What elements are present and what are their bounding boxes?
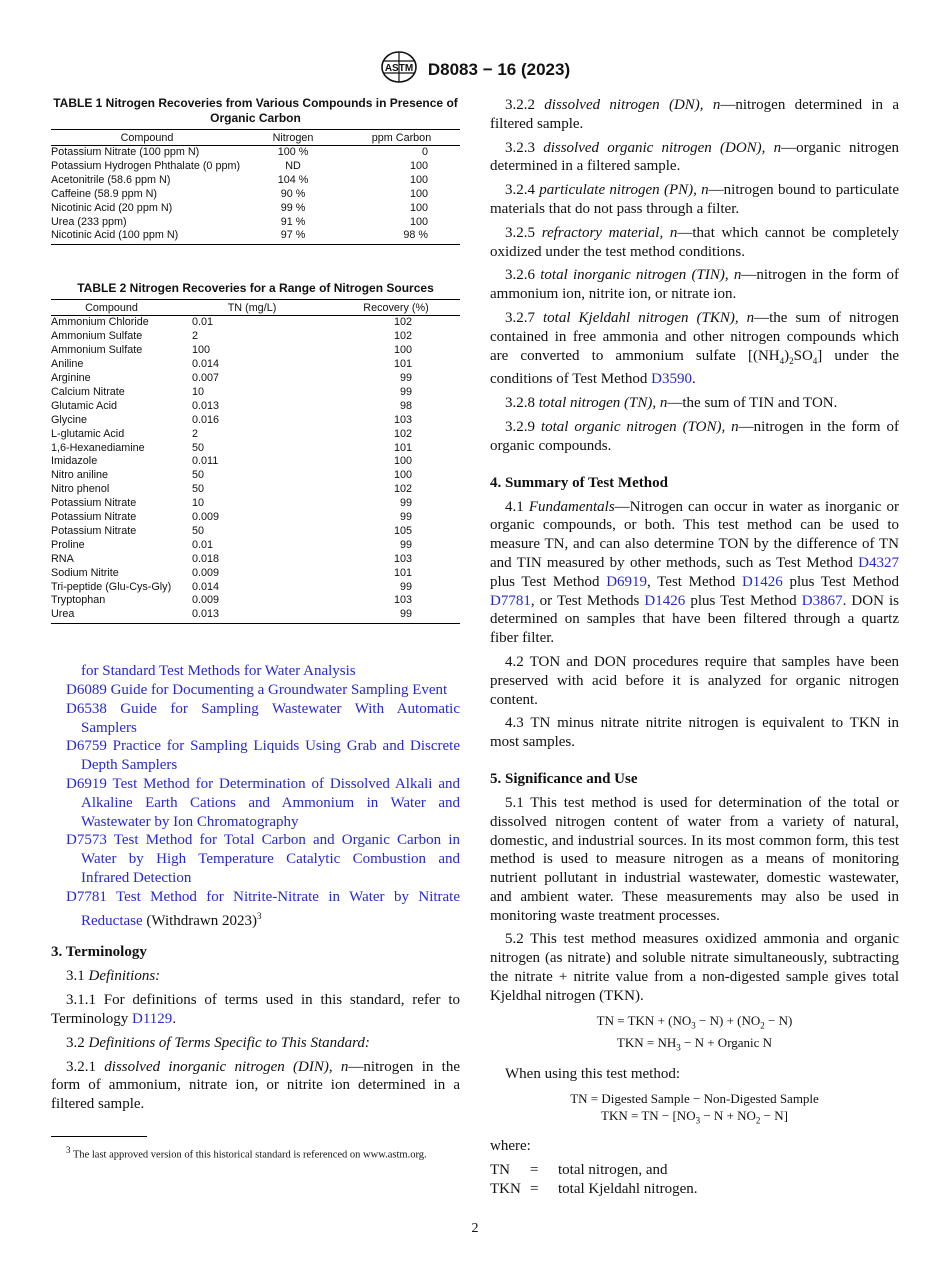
reference-code[interactable]: D6919: [66, 776, 107, 793]
table1-cell: Nicotinic Acid (20 ppm N): [51, 201, 173, 214]
table2-cell: 101: [393, 358, 412, 371]
link-d6919[interactable]: D6919: [606, 573, 648, 590]
table2-cell: 0.016: [192, 413, 220, 426]
table2-cell: Aniline: [51, 358, 84, 371]
definition-term: refractory material, n: [541, 224, 678, 241]
definition-number: 3.2.8: [505, 395, 535, 412]
table2-cell: 99: [399, 371, 412, 384]
definition-3-2-3: [490, 139, 899, 177]
equation-part: TKN = TN − [NO: [601, 1107, 696, 1123]
reference-note: (Withdrawn 2023): [146, 912, 258, 929]
table2-cell: 50: [192, 483, 205, 496]
footnote-mark: 3: [66, 1145, 71, 1156]
table2-row: [51, 497, 460, 511]
table1-cell: Nicotinic Acid (100 ppm N): [51, 229, 243, 244]
formula-part: SO: [793, 347, 813, 364]
table2-cell: 0.009: [192, 566, 220, 579]
reference-code[interactable]: D6538: [66, 700, 107, 717]
table2-cell: 0.018: [192, 552, 220, 565]
reference-title[interactable]: Test Method for Determination of Dissolved Alkali and Alkaline Earth Cations and Ammonium in Water and Wastewater by Ion Chromatography: [81, 776, 460, 830]
definition-number: 3.2.9: [505, 418, 535, 435]
table2-cell: 50: [192, 469, 205, 482]
table2-row: [51, 358, 460, 372]
para-text: plus Test Method: [789, 573, 899, 590]
table2-header: TN (mg/L): [172, 300, 332, 316]
para-4-2: 4.2 TON and DON procedures require that samples have been preserved with acid before it is analyzed for organic nitrogen content.: [490, 653, 899, 708]
definition-text: —nitrogen in the form of ammonium ion, nitrite ion, or nitrate ion.: [490, 267, 899, 303]
table2-row: [51, 525, 460, 539]
table2-cell: Glycine: [51, 413, 88, 426]
table2-row: [51, 414, 460, 428]
formula-part: ): [784, 347, 790, 364]
table2-row: [51, 372, 460, 386]
definition-text: ] under the conditions of Test Method: [490, 347, 899, 388]
para-5-1: 5.1 This test method is used for determination of the total or dissolved nitrogen content of water from a variety of natural, domestic, and industrial sources. In its most common form, this test method is used to measure nitrogen as a means of monitoring nutrient pollutant in industrial wastewater, domestic wastewater, and ambient water. These measurements may also be used in monitoring waste treatment processes.: [490, 794, 899, 924]
reference-item[interactable]: [51, 700, 460, 738]
table2-row: [51, 400, 460, 414]
table2-cell: Potassium Nitrate: [51, 497, 137, 510]
table1-cell: Potassium Hydrogen Phthalate (0 ppm): [51, 159, 241, 172]
table2-row: [51, 344, 460, 358]
table1-row: [51, 202, 460, 216]
reference-title[interactable]: Test Method for Total Carbon and Organic Carbon in Water by High Temperature Catalytic Combustion and Infrared Detection: [81, 832, 461, 887]
table2-row: [51, 428, 460, 442]
equation-part: − N + Organic N: [680, 1035, 773, 1051]
equation-tkn: [490, 1034, 899, 1057]
definition-end: .: [692, 371, 696, 388]
link-d3867[interactable]: D3867: [801, 592, 843, 609]
right-column: [490, 96, 899, 1199]
para-3-2: [51, 1034, 460, 1053]
table2-cell: 0.007: [192, 371, 220, 384]
subscript: 3: [691, 1020, 696, 1031]
definition-term: dissolved inorganic nitrogen (DIN), n: [104, 1058, 349, 1075]
definition-number: 3.2.3: [505, 139, 535, 156]
equation-part: − N) + (NO: [695, 1012, 761, 1028]
equation-part: − N): [764, 1012, 793, 1028]
definition-3-2-7: [490, 309, 899, 389]
where-description: total nitrogen, and: [558, 1162, 668, 1179]
table2-cell: 10: [192, 497, 205, 510]
definition-3-2-6: [490, 266, 899, 304]
para-4-1: [490, 498, 899, 648]
definition-number: 3.2.4: [505, 182, 535, 199]
table2-cell: 103: [393, 552, 412, 565]
table2-row: [51, 316, 460, 330]
table2-row: [51, 539, 460, 553]
table2-cell: RNA: [51, 552, 74, 565]
subscript: 4: [779, 355, 785, 366]
table2-cell: Ammonium Sulfate: [51, 344, 143, 357]
table2-cell: 100: [393, 344, 412, 357]
definition-term: total nitrogen (TN), n: [538, 395, 668, 412]
where-description: total Kjeldahl nitrogen.: [558, 1180, 698, 1197]
table2-row: [51, 330, 460, 344]
definition-number: 3.2.5: [505, 224, 535, 241]
table1-cell: Potassium Nitrate (100 ppm N): [51, 146, 200, 158]
table1-row: [51, 174, 460, 188]
definition-3-2-8: [490, 394, 899, 413]
table1-cell: 100: [409, 215, 428, 228]
table1-row: [51, 146, 460, 160]
equation-block-2: [490, 1090, 899, 1130]
astm-logo-icon: [380, 50, 418, 89]
para-3-2-title: Definitions of Terms Specific to This Standard:: [88, 1034, 370, 1051]
subscript: 4: [812, 355, 818, 366]
table2-cell: 99: [399, 385, 412, 398]
table1-header: ppm Carbon: [343, 130, 460, 146]
section-4-heading: 4. Summary of Test Method: [490, 474, 668, 491]
para-number: 4.1: [505, 498, 524, 515]
table1-cell: 104 %: [277, 173, 309, 186]
reference-item[interactable]: [51, 681, 460, 700]
table2-cell: 99: [399, 511, 412, 524]
table2-cell: 0.013: [192, 399, 220, 412]
where-row: [490, 1180, 698, 1199]
table1-cell: 100: [409, 187, 428, 200]
table1-header: Compound: [51, 130, 243, 146]
table2-cell: 99: [399, 580, 412, 593]
table2-cell: 101: [393, 566, 412, 579]
definition-text: —nitrogen in the form of organic compounds.: [490, 418, 900, 454]
table1-row: [51, 229, 460, 244]
link-d7781[interactable]: D7781: [490, 592, 531, 609]
equation-tn: [490, 1012, 899, 1035]
definition-number: 3.2.1: [66, 1058, 96, 1075]
reference-code[interactable]: D7781: [66, 888, 107, 905]
table2-cell: 2: [192, 427, 199, 440]
definition-text: —that which cannot be completely oxidized under the test method conditions.: [490, 224, 900, 260]
para-3-1-num: 3.1: [66, 968, 85, 985]
table2-row: [51, 469, 460, 483]
table1-cell: Urea (233 ppm): [51, 215, 127, 228]
table2-row: [51, 608, 460, 623]
table2-cell: L-glutamic Acid: [51, 427, 125, 440]
table2-cell: 101: [393, 441, 412, 454]
left-column: [51, 96, 460, 1163]
table1-header: Nitrogen: [243, 130, 343, 146]
table2-row: [51, 386, 460, 400]
table2-cell: 0.01: [192, 538, 214, 551]
definition-number: 3.2.7: [505, 309, 535, 326]
definition-term: dissolved nitrogen (DN), n: [544, 97, 721, 113]
equation-tn-digested: TN = Digested Sample − Non-Digested Sample: [570, 1090, 819, 1106]
para-text: , or Test Methods: [530, 592, 640, 609]
table2-cell: 103: [393, 413, 412, 426]
table2-cell: Nitro aniline: [51, 469, 109, 482]
reference-code[interactable]: D6759: [66, 738, 107, 755]
subscript: 3: [695, 1115, 701, 1126]
reference-title[interactable]: Guide for Sampling Wastewater With Automatic Samplers: [81, 700, 461, 736]
table2-cell: Potassium Nitrate: [51, 524, 137, 537]
para-3-2-num: 3.2: [66, 1034, 85, 1051]
equation-tkn-2: [490, 1107, 899, 1130]
reference-item[interactable]: [51, 888, 460, 931]
definition-3-2-2: [490, 96, 899, 134]
standard-designation: D8083 − 16 (2023): [427, 59, 571, 79]
para-3-1-1: 3.1.1 For definitions of terms used in this standard, refer to Terminology D1129.: [51, 992, 460, 1028]
table1-cell: 99 %: [280, 201, 306, 214]
para-5-2: 5.2 This test method measures oxidized ammonia and organic nitrogen (as nitrate) and soluble nitrate simultaneously, subtracting the nitrate + nitrite value from a non-digested sample gives total Kjeldhal nitrogen (TKN).: [490, 931, 899, 1004]
table1-cell: 0: [421, 146, 428, 158]
para-title: Fundamentals: [528, 498, 615, 515]
page-number: 2: [471, 1221, 479, 1236]
table1-cell: Caffeine (58.9 ppm N): [51, 187, 158, 200]
table2-cell: 100: [393, 455, 412, 468]
table2-row: [51, 455, 460, 469]
reference-title[interactable]: Guide for Documenting a Groundwater Sampling Event: [110, 682, 448, 699]
table2-row: [51, 442, 460, 456]
table2-cell: Urea: [51, 608, 172, 623]
table2-cell: 103: [393, 594, 412, 607]
definition-term: total Kjeldahl nitrogen (TKN), n: [543, 309, 755, 326]
astm-logo-text: ASTM: [384, 63, 414, 74]
where-table: [490, 1161, 698, 1199]
para-3-1-1-text: 3.1.1 For definitions of terms used in this standard, refer to Terminology: [51, 992, 460, 1028]
table1: [51, 129, 460, 245]
reference-item[interactable]: [51, 737, 460, 775]
equation-part: − N]: [760, 1107, 788, 1123]
subscript: 2: [755, 1115, 761, 1126]
para-text: plus Test Method: [490, 573, 600, 590]
definition-term: particulate nitrogen (PN), n: [539, 182, 709, 199]
link-d3590[interactable]: D3590: [651, 371, 693, 388]
reference-item[interactable]: [51, 775, 460, 831]
definition-text: —the sum of TIN and TON.: [667, 395, 838, 412]
footnote: [51, 1143, 460, 1163]
table2-row: [51, 581, 460, 595]
table1-cell: ND: [285, 159, 301, 172]
table2-cell: 50: [192, 524, 205, 537]
table1-row: [51, 216, 460, 230]
subscript: 2: [760, 1020, 765, 1031]
footnote-text: The last approved version of this historical standard is referenced on www.astm.org.: [72, 1149, 427, 1161]
table2-cell: 0.013: [172, 608, 332, 623]
footnote-rule: [51, 1136, 147, 1137]
table2-header: Recovery (%): [332, 300, 460, 316]
where-symbol: TKN: [490, 1180, 521, 1197]
table2-cell: Ammonium Sulfate: [51, 330, 143, 343]
table2-row: [51, 483, 460, 497]
table1-cell: Acetonitrile (58.6 ppm N): [51, 173, 171, 186]
table1-cell: 100: [409, 159, 428, 172]
link-d1129[interactable]: D1129: [132, 1011, 173, 1028]
definition-term: dissolved organic nitrogen (DON), n: [543, 139, 782, 156]
table1-cell: 100 %: [277, 146, 309, 158]
table2-cell: Nitro phenol: [51, 483, 110, 496]
table2-cell: Sodium Nitrite: [51, 566, 119, 579]
para-3-1: [51, 967, 460, 986]
table2-title: TABLE 2 Nitrogen Recoveries for a Range of Nitrogen Sources: [77, 281, 434, 296]
table2-cell: 10: [192, 385, 205, 398]
table2-cell: Potassium Nitrate: [51, 511, 137, 524]
table1-cell: 100: [409, 173, 428, 186]
definition-3-2-9: [490, 418, 899, 456]
link-d1426[interactable]: D1426: [644, 592, 686, 609]
definition-term: total inorganic nitrogen (TIN), n: [540, 267, 742, 284]
table2-cell: 2: [192, 330, 199, 343]
table2-cell: Arginine: [51, 371, 91, 384]
table2-cell: Glutamic Acid: [51, 399, 118, 412]
where-equals: =: [530, 1162, 539, 1179]
para-text: . DON is determined on samples that have been filtered through a quartz fiber filter.: [490, 592, 899, 647]
table1-cell: 98 %: [343, 229, 460, 244]
definition-term: total organic nitrogen (TON), n: [540, 418, 739, 435]
table2-cell: 100: [192, 344, 211, 357]
table2-cell: 0.009: [192, 511, 220, 524]
table1-cell: 100: [409, 201, 428, 214]
equation-part: − N + NO: [700, 1107, 756, 1123]
para-text: —Nitrogen can occur in water as inorganic or organic compounds, or both. This test method can be used to measure TN, and can also determine TON by the difference of TN and TIN measured by other methods, such as Test Method: [490, 498, 899, 571]
table1-row: [51, 160, 460, 174]
definition-3-2-5: [490, 224, 899, 262]
table2-cell: 102: [393, 330, 412, 343]
table2-cell: Proline: [51, 538, 85, 551]
table2-cell: 99: [399, 538, 412, 551]
definition-text: —nitrogen bound to particulate materials that do not pass through a filter.: [490, 182, 899, 217]
equation-block-1: [490, 1012, 899, 1057]
table2-cell: 102: [393, 483, 412, 496]
table2-row: [51, 553, 460, 567]
table1-cell: 90 %: [280, 187, 306, 200]
definition-text: —nitrogen determined in a filtered sample.: [490, 97, 899, 132]
table2-row: [51, 594, 460, 608]
reference-code[interactable]: D6089: [66, 682, 107, 699]
referenced-documents: [51, 662, 460, 930]
where-equals: =: [530, 1180, 539, 1197]
table1-cell: 91 %: [280, 215, 306, 228]
link-d1426[interactable]: D1426: [741, 573, 783, 590]
table2-cell: 99: [332, 608, 460, 623]
table2-cell: 50: [192, 441, 205, 454]
table2-cell: 99: [399, 497, 412, 510]
table2-cell: Calcium Nitrate: [51, 385, 125, 398]
reference-title[interactable]: Test Method for Nitrite-Nitrate in Water by Nitrate Reductase: [81, 888, 461, 929]
footnote-ref: 3: [257, 910, 262, 921]
definition-text: —organic nitrogen determined in a filtered sample.: [490, 139, 899, 175]
where-label: where:: [490, 1138, 531, 1155]
table2-cell: 102: [393, 316, 412, 329]
reference-continuation[interactable]: [51, 662, 460, 681]
equation-part: TKN = NH: [616, 1035, 677, 1051]
section-3-heading: 3. Terminology: [51, 944, 147, 961]
where-row: [490, 1161, 698, 1180]
table1-title: TABLE 1 Nitrogen Recoveries from Various Compounds in Presence of Organic Carbon: [53, 96, 458, 125]
definition-text: —the sum of nitrogen contained in free ammonia and other nitrogen compounds which are converted to ammonium sulfate [(NH: [490, 309, 899, 364]
table2-cell: Tri-peptide (Glu-Cys-Gly): [51, 580, 172, 593]
definition-text: —nitrogen in the form of ammonium, nitrate ion, or nitrite ion determined in a filtered sample.: [51, 1058, 460, 1113]
equation-part: TN = TKN + (NO: [596, 1012, 692, 1028]
table1-cell: 97 %: [243, 229, 343, 244]
reference-title[interactable]: Practice for Sampling Liquids Using Grab and Discrete Depth Samplers: [81, 738, 460, 774]
definition-3-2-1: [51, 1058, 460, 1114]
table1-row: [51, 188, 460, 202]
table2-cell: 1,6-Hexanediamine: [51, 441, 145, 454]
reference-item[interactable]: [51, 831, 460, 887]
where-symbol: TN: [490, 1162, 510, 1179]
reference-code[interactable]: D7573: [66, 832, 107, 849]
table2: [51, 299, 460, 624]
para-4-3: 4.3 TN minus nitrate nitrite nitrogen is equivalent to TKN in most samples.: [490, 715, 899, 751]
subscript: 3: [676, 1042, 681, 1053]
reference-continuation-link[interactable]: for Standard Test Methods for Water Analysis: [81, 663, 356, 680]
table2-cell: 0.009: [192, 594, 220, 607]
table2-cell: 0.014: [192, 358, 220, 371]
para-text: , Test Method: [647, 573, 736, 590]
section-5-heading: 5. Significance and Use: [490, 770, 638, 787]
table2-cell: 98: [399, 399, 412, 412]
table2-cell: 0.011: [192, 455, 219, 468]
table2-cell: 105: [393, 524, 412, 537]
table2-cell: Tryptophan: [51, 594, 106, 607]
table2-header: Compound: [51, 300, 172, 316]
table2-cell: 102: [393, 427, 412, 440]
page-header: [0, 50, 950, 89]
table2-cell: Ammonium Chloride: [51, 316, 149, 329]
link-d4327[interactable]: D4327: [858, 554, 899, 571]
table2-row: [51, 511, 460, 525]
subscript: 2: [789, 355, 794, 366]
table2-cell: 100: [393, 469, 412, 482]
table2-cell: Imidazole: [51, 455, 98, 468]
para-text: plus Test Method: [690, 592, 797, 609]
table2-cell: 0.014: [192, 580, 220, 593]
definition-number: 3.2.6: [505, 267, 535, 284]
para-3-1-title: Definitions:: [88, 968, 161, 985]
definition-3-2-4: [490, 181, 899, 219]
table2-cell: 0.01: [192, 316, 214, 329]
table2-row: [51, 567, 460, 581]
when-using-text: When using this test method:: [505, 1065, 680, 1082]
definition-number: 3.2.2: [505, 97, 535, 113]
